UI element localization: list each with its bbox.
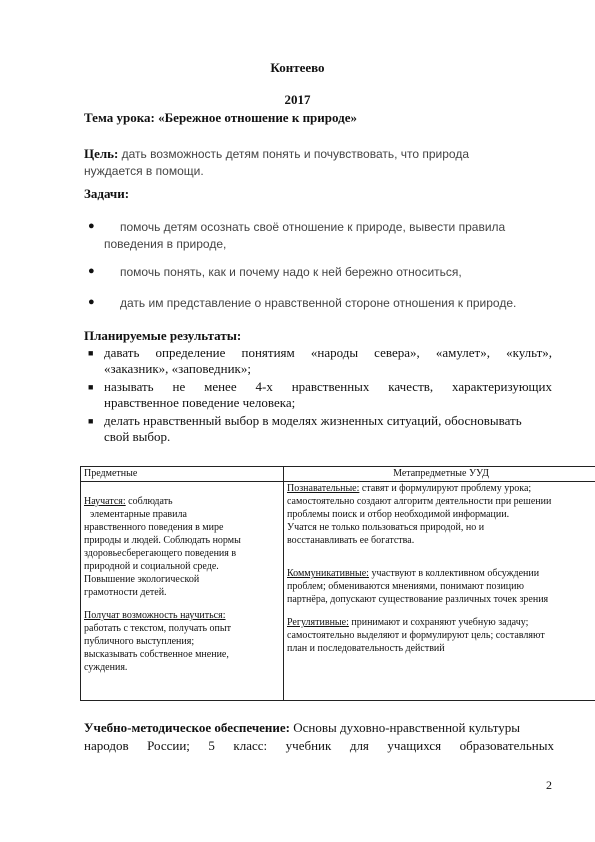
lesson-topic-title: «Бережное отношение к природе»	[158, 110, 357, 125]
support-text-1: Основы духовно-нравственной культуры	[293, 720, 520, 735]
table-header-metasubject: Метапредметные УУД	[284, 467, 595, 482]
result-item-2-line-2: нравственное поведение человека;	[104, 395, 296, 410]
communicative-line-3: партнёра, допускают существование различных точек зрения	[287, 594, 549, 605]
task-item-2: помочь понять, как и почему надо к ней бережно относиться,	[120, 265, 462, 279]
chance-line-3: высказывать собственное мнение,	[84, 649, 229, 660]
goal-label: Цель:	[84, 146, 119, 161]
cognitive-text: ставят и формулируют проблему урока;	[361, 483, 532, 494]
learn-line-8: грамотности детей.	[84, 587, 167, 598]
metasubject-results-cell	[284, 482, 595, 701]
chance-line-1: работать с текстом, получать опыт	[84, 623, 231, 634]
communicative-label: Коммуникативные:	[287, 568, 369, 579]
result-item-2-line-1: называть не менее 4-х нравственных качеств, характеризующих	[104, 379, 552, 394]
regulative-line-3: план и последовательность действий	[287, 643, 445, 654]
bullet-icon: ●	[88, 220, 95, 232]
learn-line-3: нравственного поведения в мире	[84, 522, 224, 533]
chance-line-2: публичного выступления;	[84, 636, 195, 647]
task-item-1-line-1: помочь детям осознать своё отношение к природе, вывести правила	[120, 220, 506, 234]
cognitive-line-5: восстанавливать ее богатства.	[287, 535, 415, 546]
task-item-3: дать им представление о нравственной стороне отношения к природе.	[120, 296, 517, 310]
square-bullet-icon: ■	[88, 416, 94, 426]
learn-line-5: здоровьесберегающего поведения в	[84, 548, 237, 559]
result-item-1-line-1: давать определение понятиям «народы севера», «амулет», «культ»,	[104, 345, 552, 360]
place-name: Контеево	[270, 60, 325, 75]
support-text-2: народов России; 5 класс: учебник для учащихся образовательных	[84, 738, 554, 753]
lesson-topic-label: Тема урока:	[84, 110, 155, 125]
task-item-1-line-2: поведения в природе,	[104, 237, 227, 251]
communicative-line-1	[287, 567, 595, 580]
regulative-text: принимают и сохраняют учебную задачу;	[351, 617, 529, 628]
communicative-line-2: проблем; обмениваются мнениями, понимают позицию	[287, 581, 524, 592]
goal-text-2: нуждается в помощи.	[84, 164, 204, 178]
page-number: 2	[546, 778, 552, 792]
table-header-row	[81, 467, 595, 482]
regulative-line-2: самостоятельно выделяют и формулируют цель; составляют	[287, 630, 545, 641]
square-bullet-icon: ■	[88, 382, 94, 392]
bullet-icon: ●	[88, 296, 95, 308]
result-item-1-line-2: «заказник», «заповедник»;	[104, 361, 251, 376]
result-item-3-line-2: свой выбор.	[104, 429, 171, 444]
regulative-label: Регулятивные:	[287, 617, 349, 628]
cognitive-line-3: проблемы поиск и отбор необходимой информации.	[287, 509, 510, 520]
lesson-topic	[84, 110, 357, 126]
chance-line-4: суждения.	[84, 662, 128, 673]
cognitive-label: Познавательные:	[287, 483, 360, 494]
chance-label: Получат возможность научиться:	[84, 610, 226, 621]
table-header-subject: Предметные	[81, 467, 284, 482]
learn-line-4: природы и людей. Соблюдать нормы	[84, 535, 241, 546]
bullet-icon: ●	[88, 265, 95, 277]
outcomes-table	[80, 466, 595, 701]
learn-line-2: элементарные правила	[90, 509, 187, 520]
subject-results-cell	[81, 482, 284, 701]
results-heading: Планируемые результаты:	[84, 328, 242, 343]
learn-line-7: Повышение экологической	[84, 574, 200, 585]
tasks-heading: Задачи:	[84, 186, 130, 201]
learn-label: Научатся:	[84, 496, 126, 507]
learn-line-1	[84, 495, 280, 508]
communicative-text: участвуют в коллективном обсуждении	[371, 568, 540, 579]
cognitive-line-1	[287, 482, 595, 495]
support-line-1	[84, 720, 554, 736]
goal-line-1	[84, 146, 469, 162]
goal-text-1: дать возможность детям понять и почувствовать, что природа	[121, 147, 470, 161]
square-bullet-icon: ■	[88, 348, 94, 358]
support-label: Учебно-методическое обеспечение:	[84, 720, 291, 735]
table-row	[81, 482, 595, 701]
cognitive-line-2: самостоятельно создают алгоритм деятельности при решении	[287, 496, 552, 507]
cognitive-line-4: Учатся не только пользоваться природой, но и	[287, 522, 485, 533]
learn-line-6: природной и социальной среде.	[84, 561, 219, 572]
result-item-3-line-1: делать нравственный выбор в моделях жизненных ситуаций, обосновывать	[104, 413, 522, 428]
year: 2017	[284, 92, 311, 107]
learn-text: соблюдать	[128, 496, 173, 507]
regulative-line-1	[287, 616, 595, 629]
